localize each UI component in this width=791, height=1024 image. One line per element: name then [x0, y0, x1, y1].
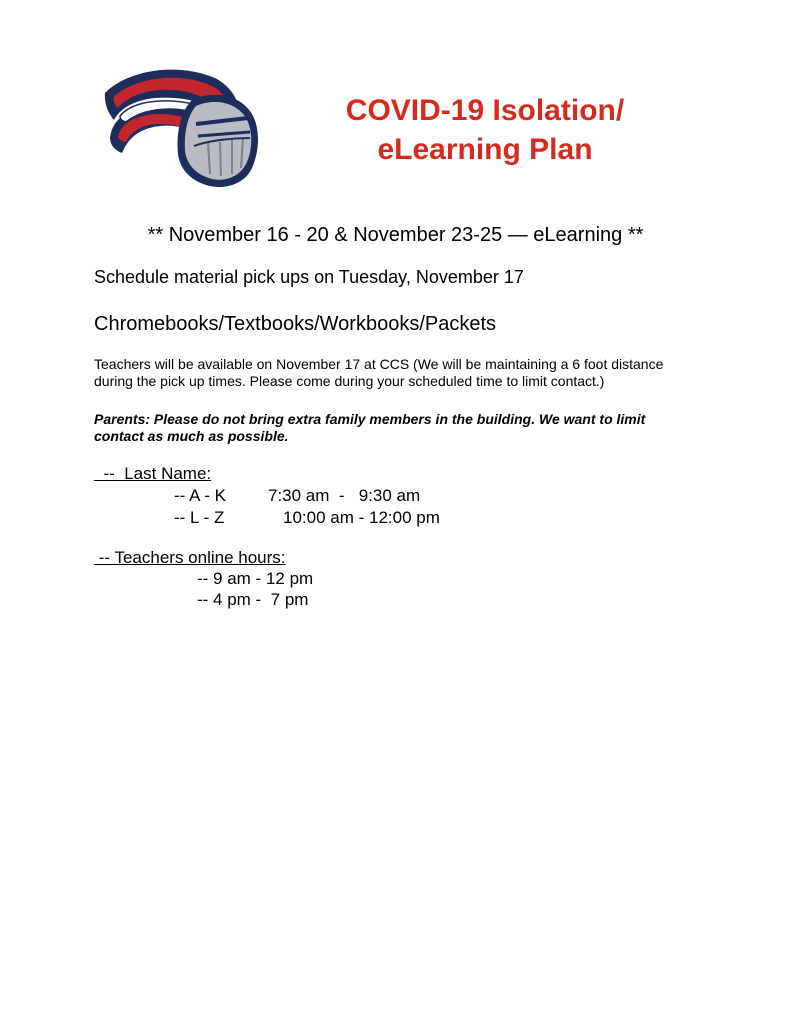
schedule-row-label: -- A - K [174, 486, 226, 505]
schedule-row-time: 7:30 am - 9:30 am [268, 486, 421, 505]
pickup-schedule-text: Schedule material pick ups on Tuesday, November 17 [94, 267, 524, 287]
online-hours-item: -- 9 am - 12 pm [197, 569, 314, 588]
online-hours-item: -- 4 pm - 7 pm [197, 590, 309, 609]
parents-note-line1: Parents: Please do not bring extra family members in the building. We want to limit [94, 411, 646, 427]
knight-helmet-logo-icon [100, 58, 262, 192]
elearning-dates-banner: ** November 16 - 20 & November 23-25 — eLearning ** [147, 224, 644, 246]
teachers-note-line1: Teachers will be available on November 17 at CCS (We will be maintaining a 6 foot distance [94, 356, 664, 372]
materials-list-text: Chromebooks/Textbooks/Workbooks/Packets [94, 313, 497, 335]
schedule-row-label: -- L - Z [174, 508, 225, 527]
teachers-note-line2: during the pick up times. Please come during your scheduled time to limit contact.) [94, 373, 605, 389]
online-hours-heading: -- Teachers online hours: [94, 548, 286, 567]
schedule-row-time: 10:00 am - 12:00 pm [283, 508, 440, 527]
page-title-line1: COVID-19 Isolation/ [345, 94, 625, 127]
last-name-heading: -- Last Name: [94, 464, 212, 483]
parents-note-line2: contact as much as possible. [94, 428, 289, 444]
page-title-line2: eLearning Plan [377, 133, 593, 166]
